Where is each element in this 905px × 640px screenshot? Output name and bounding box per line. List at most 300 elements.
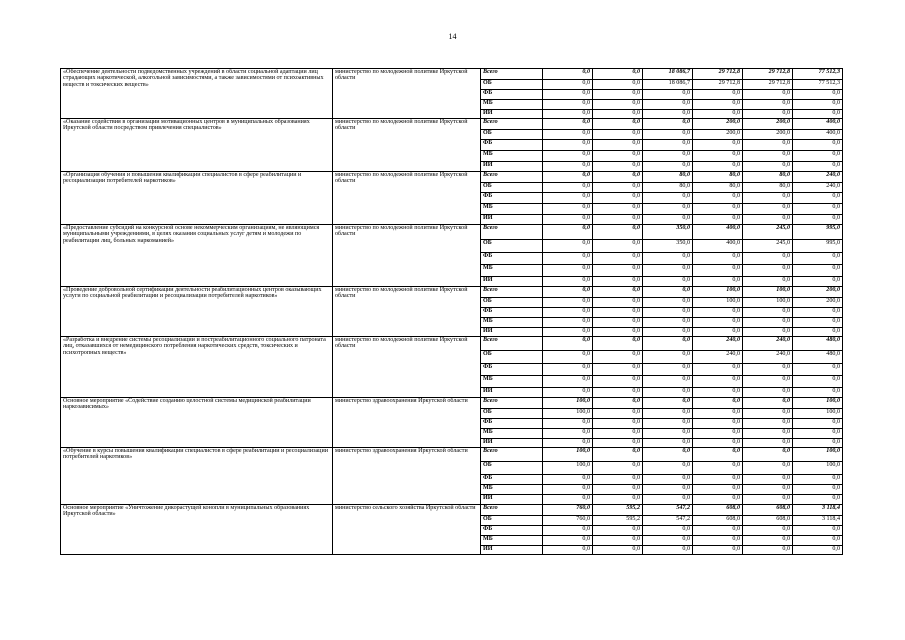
total-value: 0,0 (793, 100, 843, 110)
year-value: 0,0 (693, 140, 743, 151)
year-value: 0,0 (543, 475, 593, 485)
table-body (61, 69, 843, 555)
year-value: 0,0 (643, 337, 693, 351)
year-value: 0,0 (643, 495, 693, 505)
funding-source: ИИ (481, 277, 543, 287)
year-value: 0,0 (693, 277, 743, 287)
year-value: 595,2 (593, 505, 643, 516)
year-value: 0,0 (593, 398, 643, 409)
year-value: 0,0 (643, 351, 693, 364)
year-value: 0,0 (543, 183, 593, 193)
funding-source: Всего (481, 505, 543, 516)
total-value: 995,0 (793, 240, 843, 253)
year-value: 0,0 (643, 475, 693, 485)
responsible-executor: министерство по молодежной политике Иркутской области (333, 172, 481, 225)
funding-source: ФБ (481, 308, 543, 318)
total-value: 0,0 (793, 536, 843, 546)
year-value: 0,0 (543, 130, 593, 140)
responsible-executor: министерство по молодежной политике Иркутской области (333, 337, 481, 398)
activity-name: «Предоставление субсидий на конкурсной основе некоммерческим организациям, не являющимся муниципальными учреждениями, в целях оказания социальных услуг детям и молодежи по реабилитации лиц, больных наркоманией» (61, 225, 333, 287)
year-value: 0,0 (543, 162, 593, 172)
year-value: 0,0 (543, 308, 593, 318)
year-value: 0,0 (643, 119, 693, 130)
year-value: 0,0 (693, 546, 743, 555)
total-value: 995,0 (793, 225, 843, 240)
year-value: 0,0 (593, 475, 643, 485)
year-value: 0,0 (643, 308, 693, 318)
total-value: 0,0 (793, 110, 843, 119)
year-value: 0,0 (593, 287, 643, 298)
year-value: 0,0 (743, 546, 793, 555)
year-value: 0,0 (643, 253, 693, 265)
year-value: 0,0 (543, 215, 593, 225)
year-value: 0,0 (743, 462, 793, 475)
total-value: 100,0 (793, 448, 843, 462)
year-value: 0,0 (543, 90, 593, 100)
year-value: 80,0 (693, 183, 743, 193)
year-value: 0,0 (543, 429, 593, 439)
funding-source: ИИ (481, 162, 543, 172)
funding-source: ИИ (481, 215, 543, 225)
funding-source: ОБ (481, 240, 543, 253)
year-value: 0,0 (693, 462, 743, 475)
year-value: 0,0 (643, 429, 693, 439)
funding-source: ИИ (481, 110, 543, 119)
funding-source: МБ (481, 485, 543, 495)
total-value: 3 118,4 (793, 516, 843, 526)
year-value: 0,0 (593, 376, 643, 388)
year-value: 0,0 (643, 536, 693, 546)
year-value: 0,0 (593, 526, 643, 536)
year-value: 0,0 (593, 388, 643, 398)
funding-source: ИИ (481, 546, 543, 555)
responsible-executor: министерство по молодежной политике Иркутской области (333, 287, 481, 337)
table-row (61, 337, 843, 351)
funding-source: ОБ (481, 130, 543, 140)
responsible-executor: министерство по молодежной политике Иркутской области (333, 69, 481, 119)
year-value: 0,0 (593, 419, 643, 429)
year-value: 0,0 (593, 277, 643, 287)
year-value: 0,0 (743, 110, 793, 119)
year-value: 0,0 (593, 328, 643, 337)
year-value: 0,0 (643, 265, 693, 277)
year-value: 0,0 (643, 388, 693, 398)
funding-source: ИИ (481, 388, 543, 398)
year-value: 0,0 (593, 448, 643, 462)
total-value: 200,0 (793, 298, 843, 308)
year-value: 0,0 (743, 398, 793, 409)
table-row (61, 225, 843, 240)
year-value: 0,0 (543, 439, 593, 448)
year-value: 0,0 (543, 253, 593, 265)
funding-source: Всего (481, 448, 543, 462)
year-value: 0,0 (543, 419, 593, 429)
total-value: 100,0 (793, 398, 843, 409)
year-value: 100,0 (543, 448, 593, 462)
table-row (61, 172, 843, 183)
year-value: 0,0 (643, 151, 693, 162)
year-value: 0,0 (543, 151, 593, 162)
year-value: 350,0 (643, 240, 693, 253)
funding-source: ОБ (481, 462, 543, 475)
page-number: 14 (448, 32, 457, 41)
year-value: 29 712,8 (743, 69, 793, 80)
year-value: 0,0 (593, 100, 643, 110)
year-value: 0,0 (643, 193, 693, 204)
year-value: 0,0 (743, 485, 793, 495)
total-value: 0,0 (793, 546, 843, 555)
year-value: 0,0 (693, 265, 743, 277)
year-value: 608,0 (693, 505, 743, 516)
year-value: 0,0 (593, 204, 643, 215)
year-value: 80,0 (743, 172, 793, 183)
year-value: 0,0 (543, 140, 593, 151)
total-value: 0,0 (793, 388, 843, 398)
year-value: 0,0 (743, 265, 793, 277)
activity-name: Основное мероприятие «Уничтожение дикорастущей конопли в муниципальных образованиях Иркутской области» (61, 505, 333, 555)
year-value: 0,0 (643, 398, 693, 409)
year-value: 0,0 (543, 80, 593, 90)
year-value: 100,0 (543, 409, 593, 419)
year-value: 0,0 (543, 265, 593, 277)
year-value: 0,0 (743, 90, 793, 100)
year-value: 0,0 (693, 448, 743, 462)
funding-source: МБ (481, 376, 543, 388)
year-value: 0,0 (593, 193, 643, 204)
funding-source: ФБ (481, 419, 543, 429)
activity-name: Основное мероприятие «Содействие созданию целостной системы медицинской реабилитации наркозависимых» (61, 398, 333, 448)
funding-source: Всего (481, 398, 543, 409)
year-value: 100,0 (693, 298, 743, 308)
year-value: 0,0 (643, 287, 693, 298)
year-value: 400,0 (693, 225, 743, 240)
total-value: 3 118,4 (793, 505, 843, 516)
year-value: 0,0 (743, 409, 793, 419)
year-value: 0,0 (693, 536, 743, 546)
year-value: 200,0 (743, 119, 793, 130)
year-value: 0,0 (593, 308, 643, 318)
year-value: 0,0 (743, 151, 793, 162)
total-value: 480,0 (793, 337, 843, 351)
total-value: 77 512,3 (793, 69, 843, 80)
total-value: 0,0 (793, 151, 843, 162)
year-value: 0,0 (543, 526, 593, 536)
year-value: 0,0 (643, 100, 693, 110)
year-value: 0,0 (543, 328, 593, 337)
year-value: 0,0 (693, 485, 743, 495)
year-value: 0,0 (693, 376, 743, 388)
year-value: 0,0 (743, 140, 793, 151)
year-value: 0,0 (743, 277, 793, 287)
year-value: 245,0 (743, 225, 793, 240)
funding-source: МБ (481, 204, 543, 215)
total-value: 240,0 (793, 183, 843, 193)
year-value: 0,0 (543, 119, 593, 130)
responsible-executor: министерство по молодежной политике Иркутской области (333, 119, 481, 172)
total-value: 100,0 (793, 409, 843, 419)
funding-source: Всего (481, 69, 543, 80)
year-value: 0,0 (693, 495, 743, 505)
total-value: 400,0 (793, 130, 843, 140)
year-value: 0,0 (543, 318, 593, 328)
year-value: 0,0 (743, 253, 793, 265)
funding-source: ИИ (481, 328, 543, 337)
year-value: 0,0 (543, 100, 593, 110)
year-value: 0,0 (643, 546, 693, 555)
year-value: 350,0 (643, 225, 693, 240)
funding-source: МБ (481, 318, 543, 328)
year-value: 0,0 (593, 119, 643, 130)
year-value: 0,0 (643, 526, 693, 536)
total-value: 200,0 (793, 287, 843, 298)
year-value: 0,0 (693, 526, 743, 536)
year-value: 0,0 (543, 240, 593, 253)
year-value: 0,0 (743, 419, 793, 429)
year-value: 0,0 (743, 193, 793, 204)
year-value: 0,0 (693, 193, 743, 204)
year-value: 0,0 (593, 69, 643, 80)
year-value: 0,0 (693, 151, 743, 162)
year-value: 400,0 (693, 240, 743, 253)
year-value: 0,0 (593, 253, 643, 265)
year-value: 0,0 (643, 140, 693, 151)
total-value: 0,0 (793, 376, 843, 388)
year-value: 0,0 (593, 351, 643, 364)
total-value: 0,0 (793, 475, 843, 485)
funding-source: ИИ (481, 439, 543, 448)
year-value: 0,0 (643, 364, 693, 376)
funding-source: Всего (481, 225, 543, 240)
year-value: 0,0 (743, 376, 793, 388)
year-value: 0,0 (643, 277, 693, 287)
activity-name: «Обеспечение деятельности подведомственных учреждений в области социальной адаптации лиц страдающих наркотической, алкогольной зависимостями, а также зависимостями от психоактивных веществ и токсических веществ» (61, 69, 333, 119)
total-value: 0,0 (793, 495, 843, 505)
year-value: 0,0 (593, 90, 643, 100)
year-value: 0,0 (543, 287, 593, 298)
year-value: 595,2 (593, 516, 643, 526)
year-value: 0,0 (543, 388, 593, 398)
year-value: 240,0 (693, 337, 743, 351)
year-value: 18 086,7 (643, 80, 693, 90)
year-value: 0,0 (593, 536, 643, 546)
year-value: 200,0 (743, 130, 793, 140)
funding-source: ФБ (481, 364, 543, 376)
total-value: 0,0 (793, 265, 843, 277)
year-value: 0,0 (693, 253, 743, 265)
total-value: 100,0 (793, 462, 843, 475)
total-value: 0,0 (793, 204, 843, 215)
year-value: 0,0 (643, 298, 693, 308)
funding-source: ОБ (481, 80, 543, 90)
year-value: 0,0 (693, 162, 743, 172)
year-value: 0,0 (543, 536, 593, 546)
funding-source: ФБ (481, 140, 543, 151)
year-value: 0,0 (543, 277, 593, 287)
year-value: 0,0 (743, 495, 793, 505)
total-value: 0,0 (793, 193, 843, 204)
responsible-executor: министерство здравоохранения Иркутской области (333, 448, 481, 505)
year-value: 0,0 (643, 204, 693, 215)
year-value: 0,0 (543, 364, 593, 376)
responsible-executor: министерство здравоохранения Иркутской области (333, 398, 481, 448)
year-value: 0,0 (743, 429, 793, 439)
year-value: 0,0 (693, 90, 743, 100)
total-value: 0,0 (793, 215, 843, 225)
year-value: 0,0 (543, 351, 593, 364)
activity-name: «Организация обучения и повышения квалификации специалистов в сфере реабилитации и ресоциализации потребителей наркотиков» (61, 172, 333, 225)
year-value: 100,0 (543, 398, 593, 409)
year-value: 0,0 (643, 318, 693, 328)
year-value: 0,0 (593, 225, 643, 240)
year-value: 0,0 (743, 439, 793, 448)
table-row (61, 398, 843, 409)
year-value: 0,0 (593, 318, 643, 328)
year-value: 0,0 (593, 240, 643, 253)
year-value: 0,0 (743, 328, 793, 337)
total-value: 0,0 (793, 162, 843, 172)
responsible-executor: министерство сельского хозяйства Иркутской области (333, 505, 481, 555)
year-value: 0,0 (693, 204, 743, 215)
year-value: 0,0 (693, 429, 743, 439)
year-value: 0,0 (593, 364, 643, 376)
total-value: 0,0 (793, 308, 843, 318)
year-value: 0,0 (593, 298, 643, 308)
year-value: 0,0 (643, 485, 693, 495)
year-value: 547,2 (643, 505, 693, 516)
funding-source: ОБ (481, 409, 543, 419)
funding-source: ИИ (481, 495, 543, 505)
year-value: 100,0 (743, 287, 793, 298)
table-row (61, 448, 843, 462)
year-value: 760,0 (543, 516, 593, 526)
year-value: 0,0 (743, 364, 793, 376)
year-value: 0,0 (743, 308, 793, 318)
year-value: 0,0 (543, 485, 593, 495)
year-value: 240,0 (693, 351, 743, 364)
year-value: 0,0 (743, 448, 793, 462)
activity-name: «Разработка и внедрение системы ресоциализации и постреабилитационного социального патроната лиц, отказавшихся от немедицинского потребления наркотических средств, токсических и психотропных веществ» (61, 337, 333, 398)
funding-source: Всего (481, 172, 543, 183)
total-value: 0,0 (793, 364, 843, 376)
year-value: 80,0 (743, 183, 793, 193)
year-value: 0,0 (543, 110, 593, 119)
table-row (61, 119, 843, 130)
year-value: 547,2 (643, 516, 693, 526)
year-value: 29 712,8 (693, 69, 743, 80)
funding-source: ФБ (481, 526, 543, 536)
year-value: 0,0 (593, 215, 643, 225)
year-value: 0,0 (543, 337, 593, 351)
table-row (61, 69, 843, 80)
year-value: 608,0 (693, 516, 743, 526)
funding-source: МБ (481, 265, 543, 277)
year-value: 0,0 (643, 409, 693, 419)
year-value: 0,0 (593, 162, 643, 172)
year-value: 0,0 (693, 110, 743, 119)
funding-source: Всего (481, 337, 543, 351)
year-value: 0,0 (643, 439, 693, 448)
year-value: 0,0 (593, 439, 643, 448)
funding-source: ФБ (481, 90, 543, 100)
year-value: 29 712,8 (743, 80, 793, 90)
funding-source: Всего (481, 119, 543, 130)
year-value: 0,0 (643, 419, 693, 429)
year-value: 0,0 (693, 100, 743, 110)
total-value: 240,0 (793, 172, 843, 183)
year-value: 760,0 (543, 505, 593, 516)
funding-source: ОБ (481, 183, 543, 193)
year-value: 0,0 (693, 328, 743, 337)
year-value: 0,0 (593, 172, 643, 183)
year-value: 0,0 (543, 495, 593, 505)
total-value: 0,0 (793, 328, 843, 337)
year-value: 0,0 (593, 337, 643, 351)
total-value: 0,0 (793, 485, 843, 495)
funding-source: ОБ (481, 298, 543, 308)
activity-name: «Обучение в курсы повышения квалификации специалистов в сфере реабилитации и ресоциализации потребителей наркотиков» (61, 448, 333, 505)
year-value: 0,0 (543, 204, 593, 215)
funding-source: ФБ (481, 475, 543, 485)
year-value: 0,0 (643, 462, 693, 475)
year-value: 100,0 (543, 462, 593, 475)
year-value: 0,0 (593, 110, 643, 119)
funding-source: МБ (481, 100, 543, 110)
year-value: 0,0 (693, 419, 743, 429)
year-value: 0,0 (543, 193, 593, 204)
total-value: 0,0 (793, 429, 843, 439)
total-value: 0,0 (793, 419, 843, 429)
total-value: 0,0 (793, 90, 843, 100)
year-value: 0,0 (693, 388, 743, 398)
year-value: 0,0 (693, 475, 743, 485)
activity-name: «Оказание содействия в организации мотивационных центров в муниципальных образованиях Иркутской области посредством привлечения специалистов» (61, 119, 333, 172)
funding-source: МБ (481, 536, 543, 546)
year-value: 0,0 (543, 225, 593, 240)
year-value: 0,0 (743, 536, 793, 546)
year-value: 200,0 (693, 119, 743, 130)
year-value: 0,0 (593, 546, 643, 555)
year-value: 0,0 (543, 546, 593, 555)
year-value: 0,0 (543, 376, 593, 388)
year-value: 0,0 (743, 162, 793, 172)
year-value: 0,0 (593, 485, 643, 495)
total-value: 0,0 (793, 140, 843, 151)
year-value: 0,0 (743, 204, 793, 215)
year-value: 100,0 (743, 298, 793, 308)
year-value: 0,0 (593, 495, 643, 505)
year-value: 0,0 (543, 69, 593, 80)
year-value: 0,0 (543, 172, 593, 183)
activity-name: «Проведение добровольной сертификации деятельности реабилитационных центров оказывающих услуги по социальной реабилитации и ресоциализации потребителей наркотиков» (61, 287, 333, 337)
year-value: 0,0 (593, 429, 643, 439)
year-value: 0,0 (693, 364, 743, 376)
year-value: 80,0 (643, 172, 693, 183)
year-value: 80,0 (643, 183, 693, 193)
total-value: 400,0 (793, 119, 843, 130)
funding-source: Всего (481, 287, 543, 298)
year-value: 0,0 (643, 328, 693, 337)
table-row (61, 505, 843, 516)
year-value: 0,0 (593, 151, 643, 162)
year-value: 200,0 (693, 130, 743, 140)
year-value: 0,0 (593, 265, 643, 277)
year-value: 0,0 (543, 298, 593, 308)
year-value: 0,0 (743, 318, 793, 328)
responsible-executor: министерство по молодежной политике Иркутской области (333, 225, 481, 287)
funding-source: ФБ (481, 193, 543, 204)
year-value: 0,0 (693, 409, 743, 419)
year-value: 0,0 (643, 90, 693, 100)
